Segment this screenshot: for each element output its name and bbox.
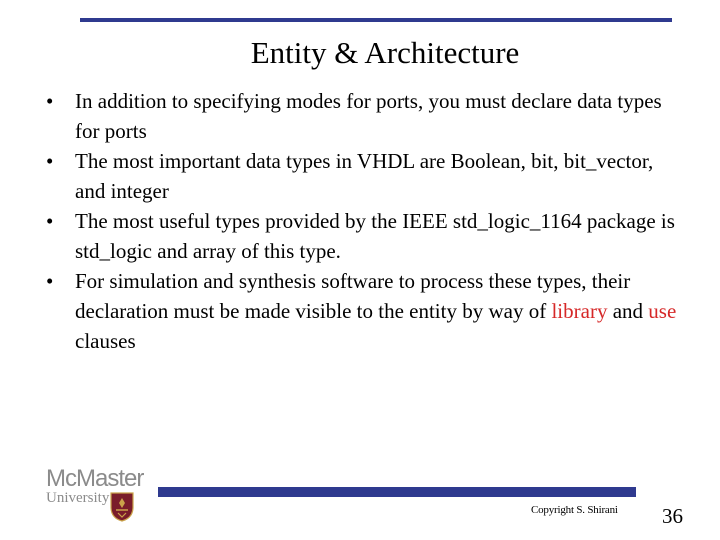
page-number: 36 [662,504,683,528]
bullet-item [46,86,686,146]
keyword-use: use [648,299,677,323]
bottom-rule [158,487,636,497]
logo-subtitle: University [46,490,110,506]
bullet-item [46,206,686,266]
copyright-text: Copyright S. Shirani [531,504,618,516]
bullet-text: The most important data types in VHDL are Boolean, bit, bit_vector, and integer [75,149,654,203]
slide-title: Entity & Architecture [250,35,520,70]
bullet-text: clauses [75,329,136,353]
bullet-item [46,266,686,356]
bullet-dot: • [46,89,54,113]
bullet-item [46,146,686,206]
bullet-list [46,86,686,356]
bullet-text: In addition to specifying modes for ports, you must declare data types for ports [75,89,662,143]
bullet-dot: • [46,269,54,293]
top-rule [80,18,672,22]
crest-icon [110,492,134,522]
bullet-text: and [607,299,649,323]
bullet-text: For simulation and synthesis software to process these types, their declaration must be made visible to the entity by way of [75,269,631,323]
bullet-dot: • [46,209,54,233]
logo-wordmark: McMaster [46,465,144,492]
keyword-library: library [551,299,608,323]
bullet-dot: • [46,149,54,173]
bullet-text: The most useful types provided by the IEEE std_logic_1164 package is std_logic and array of this type. [75,209,675,263]
mcmaster-logo [46,465,144,527]
